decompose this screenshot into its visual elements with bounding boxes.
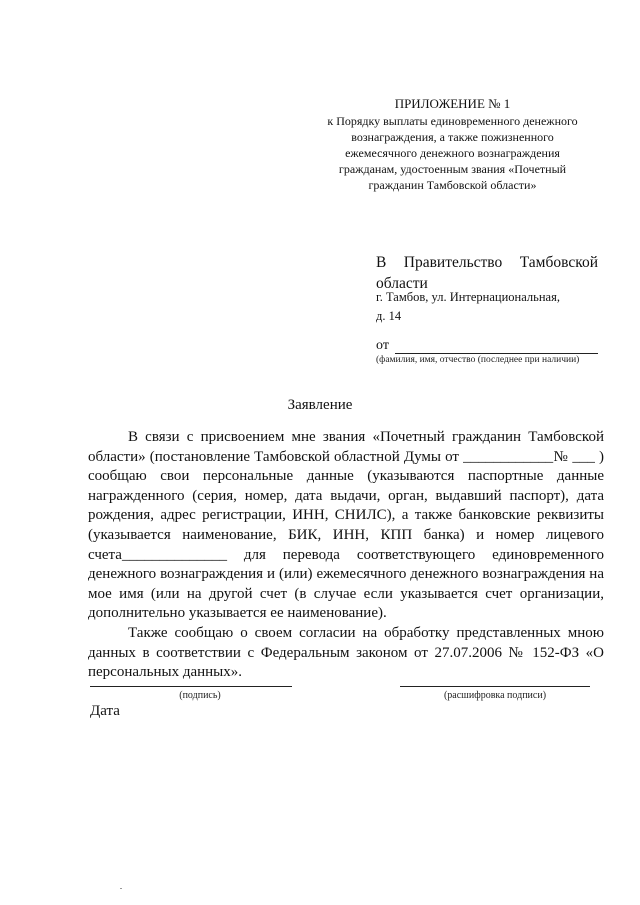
appendix-line: гражданин Тамбовской области» [368, 178, 537, 192]
from-label: от [376, 338, 389, 353]
signature-line[interactable] [90, 686, 292, 687]
appendix-line: гражданам, удостоенным звания «Почетный [338, 162, 567, 176]
signature-caption: (подпись) [179, 690, 221, 701]
paragraph-1: В связи с присвоением мне звания «Почетный гражданин Тамбовской области» (постановление Тамбовской областной Думы от ____________№ ___ ) сообщаю свои персональные данные (указываются паспортные данные награжденного (серия, номер, дата выдачи, орган, выдавший паспорт), дата рождения, адрес регистрации, ИНН, СНИЛС), а также банковские реквизиты (указывается наименование, БИК, ИНН, КПП банка) и номер лицевого счета______________ для перевода соответствующего единовременного денежного вознаграждения и (или) ежемесячного денежного вознаграждения на мое имя (или на другой счет (в случае если указывается счет организации, дополнительно указывается ее наименование). [88, 429, 604, 622]
resolution-number-blank[interactable]: ___ [572, 448, 595, 465]
signature-decoding-line[interactable] [400, 686, 590, 687]
appendix-line: вознаграждения, а также пожизненного [351, 130, 554, 144]
addressee-house: д. 14 [376, 309, 402, 323]
appendix-line: ежемесячного денежного вознаграждения [345, 146, 560, 160]
paragraph-2: Также сообщаю о своем согласии на обработку представленных мною данных в соответствии с Федеральным законом от 27.07.2006 № 152-ФЗ «О персональных данных». [88, 624, 604, 681]
appendix-header [300, 96, 605, 193]
addressee-street: г. Тамбов, ул. Интернациональная, [376, 290, 560, 304]
addressee-line2: области [376, 275, 428, 292]
statement-body [88, 428, 604, 683]
appendix-line: к Порядку выплаты единовременного денежного [327, 114, 578, 128]
addressee-address [376, 288, 598, 326]
account-number-blank[interactable]: ______________ [121, 546, 227, 563]
from-hint: (фамилия, имя, отчество (последнее при наличии) [376, 355, 580, 365]
resolution-date-blank[interactable]: ____________ [463, 448, 554, 465]
appendix-title: ПРИЛОЖЕНИЕ № 1 [394, 96, 511, 111]
scan-speck [120, 888, 122, 889]
signature-decoding-caption: (расшифровка подписи) [443, 690, 547, 701]
addressee-line1: В Правительство Тамбовской [376, 254, 598, 271]
statement-title: Заявление [287, 397, 353, 413]
date-label: Дата [90, 703, 120, 719]
